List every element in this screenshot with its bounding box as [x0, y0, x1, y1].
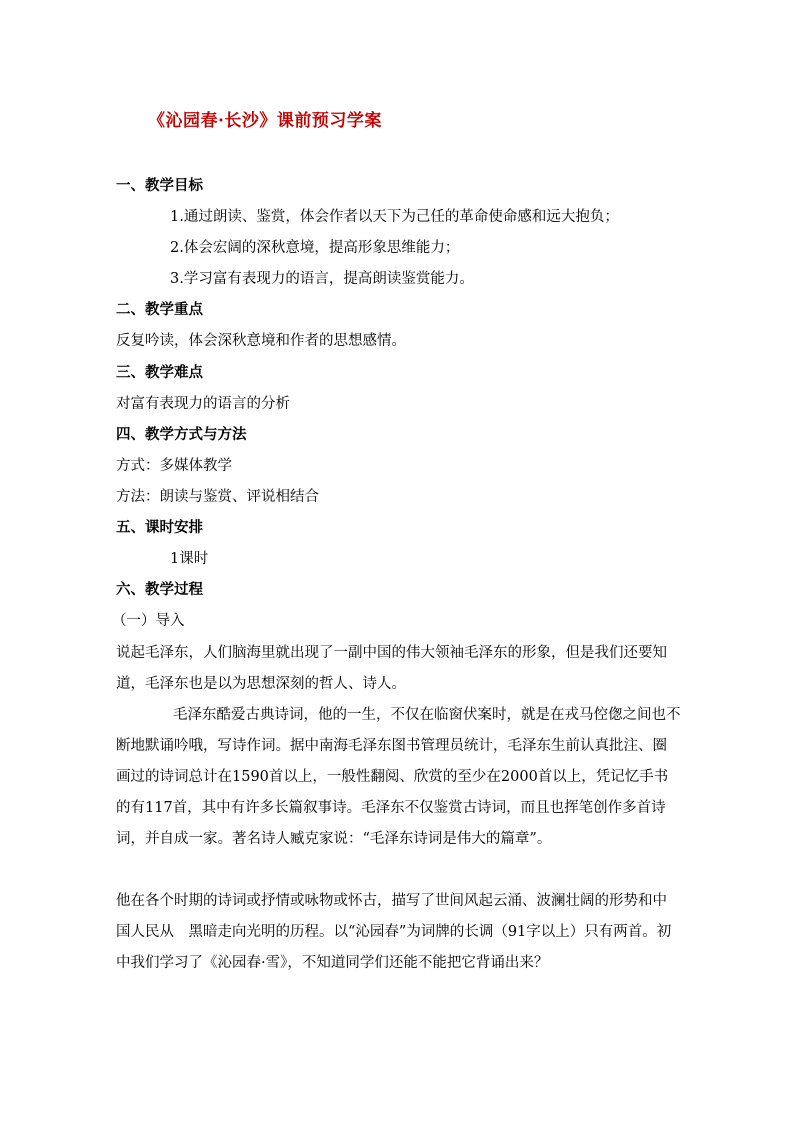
schedule-text: 1课时 — [170, 551, 209, 567]
section-heading-schedule: 五、课时安排 — [116, 519, 203, 536]
objective-item-2: 2.体会宏阔的深秋意境，提高形象思维能力； — [170, 240, 460, 256]
document-title: 《沁园春·长沙》课前预习学案 — [148, 111, 382, 131]
intro-paragraph-1: 说起毛泽东，人们脑海里就出现了一副中国的伟大领袖毛泽东的形象，但是我们还要知道，毛泽东也是以为思想深刻的哲人、诗人。 — [116, 645, 667, 692]
intro-paragraph-2: 毛泽东酷爱古典诗词，他的一生，不仅在临窗伏案时，就是在戎马倥偬之间也不断地默诵吟哦，写诗作词。据中南海毛泽东图书管理员统计，毛泽东生前认真批注、圈画过的诗词总计在1590首以上，一般性翻阅、欣赏的至少在2000首以上，凭记忆手书的有117首，其中有许多长篇叙事诗。毛泽东不仅鉴赏古诗词，而且也挥笔创作多首诗词，并自成一家。著名诗人臧克家说：“毛泽东诗词是伟大的篇章”。 — [116, 707, 681, 847]
process-subheading-intro: （一）导入 — [112, 613, 185, 629]
section-heading-objectives: 一、教学目标 — [116, 177, 203, 194]
methods-approach-text: 方法：朗读与鉴赏、评说相结合 — [116, 489, 319, 505]
objective-item-1: 1.通过朗读、鉴赏，体会作者以天下为己任的革命使命感和远大抱负； — [170, 209, 619, 225]
key-points-text: 反复吟读，体会深秋意境和作者的思想感情。 — [116, 333, 406, 349]
intro-paragraph-3: 他在各个时期的诗词或抒情或咏物或怀古，描写了世间风起云涌、波澜壮阔的形势和中国人民从 黑暗走向光明的历程。以“沁园春”为词牌的长调（91字以上）只有两首。初中我们学习了《沁园春·雪》，不知道同学们还能不能把它背诵出来？ — [116, 893, 672, 971]
section-heading-process: 六、教学过程 — [116, 581, 203, 598]
methods-mode-text: 方式：多媒体教学 — [116, 458, 232, 474]
section-heading-key-points: 二、教学重点 — [116, 301, 203, 318]
difficulties-text: 对富有表现力的语言的分析 — [116, 396, 290, 412]
objective-item-3: 3.学习富有表现力的语言，提高朗读鉴赏能力。 — [170, 271, 474, 287]
section-heading-difficulties: 三、教学难点 — [116, 364, 203, 381]
section-heading-methods: 四、教学方式与方法 — [116, 426, 247, 443]
